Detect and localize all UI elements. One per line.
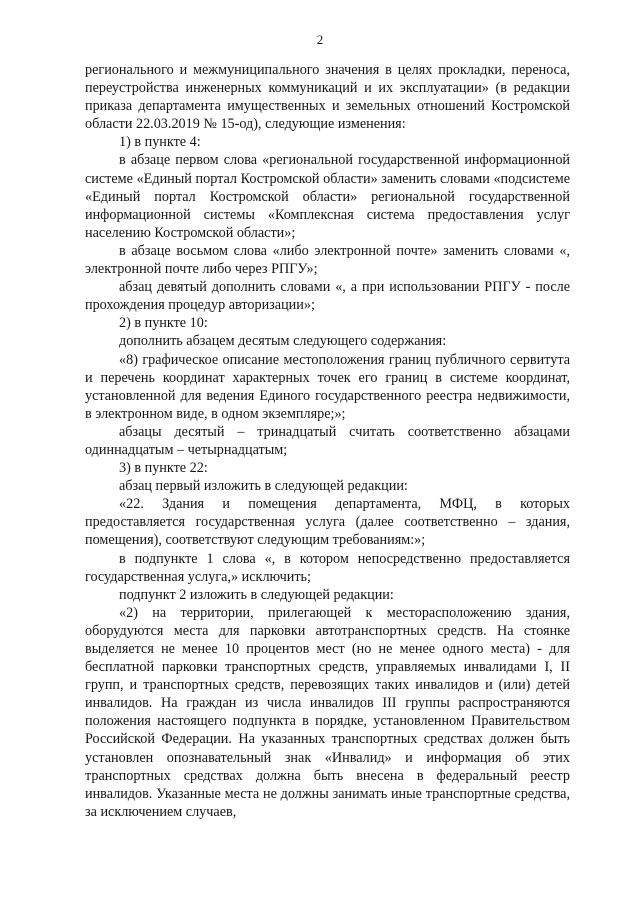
paragraph-1: регионального и межмуниципального значения в целях прокладки, переноса, переустройства инженерных коммуникаций и их эксплуатации» (в редакции приказа департамента имущественных и земельных отношений Костромской области 22.03.2019 № 15-од), следующие изменения: [85, 62, 570, 133]
paragraph-2: 1) в пункте 4: [119, 134, 201, 151]
document-body [85, 61, 570, 821]
paragraph-7: дополнить абзацем десятым следующего содержания: [119, 333, 447, 350]
paragraph-12: «22. Здания и помещения департамента, МФЦ, в которых предоставляется государственная услуга (далее соответственно – здания, помещения), соответствуют следующим требованиям:»; [85, 496, 570, 549]
page-number: 2 [316, 32, 324, 47]
paragraph-8: «8) графическое описание местоположения границ публичного сервитута и перечень координат характерных точек его границ в системе координат, установленной для ведения Единого государственного реестра недвижимости, в электронном виде, в одном экземпляре;»; [85, 351, 570, 422]
paragraph-10: 3) в пункте 22: [119, 460, 208, 477]
paragraph-6: 2) в пункте 10: [119, 315, 208, 332]
paragraph-3: в абзаце первом слова «региональной государственной информационной системе «Единый портал Костромской области» заменить словами «подсистеме «Единый портал Костромской области» региональной государственной информационной системы «Комплексная система предоставления услуг населению Костромской области»; [85, 152, 570, 241]
paragraph-15: «2) на территории, прилегающей к месторасположению здания, оборудуются места для парковки автотранспортных средств. На стоянке выделяется не менее 10 процентов мест (но не менее одного места) - для бесплатной парковки транспортных средств, управляемых инвалидами I, II групп, и транспортных средств, перевозящих таких инвалидов и (или) детей инвалидов. На граждан из числа инвалидов III группы распространяются положения настоящего подпункта в порядке, установленном Правительством Российской Федерации. На указанных транспортных средствах должен быть установлен опознавательный знак «Инвалид» и информация об этих транспортных средствах должна быть внесена в федеральный реестр инвалидов. Указанные места не должны занимать иные транспортные средства, за исключением случаев, [85, 604, 570, 820]
paragraph-13: в подпункте 1 слова «, в котором непосредственно предоставляется государственная услуга,» исключить; [85, 550, 570, 585]
paragraph-14: подпункт 2 изложить в следующей редакции: [119, 586, 394, 603]
paragraph-9: абзацы десятый – тринадцатый считать соответственно абзацами одиннадцатым – четырнадцатым; [85, 423, 570, 458]
paragraph-5: абзац девятый дополнить словами «, а при использовании РПГУ - после прохождения процедур авторизации»; [85, 279, 570, 314]
paragraph-11: абзац первый изложить в следующей редакции: [119, 478, 408, 495]
paragraph-4: в абзаце восьмом слова «либо электронной почте» заменить словами «, электронной почте либо через РПГУ»; [85, 242, 570, 278]
